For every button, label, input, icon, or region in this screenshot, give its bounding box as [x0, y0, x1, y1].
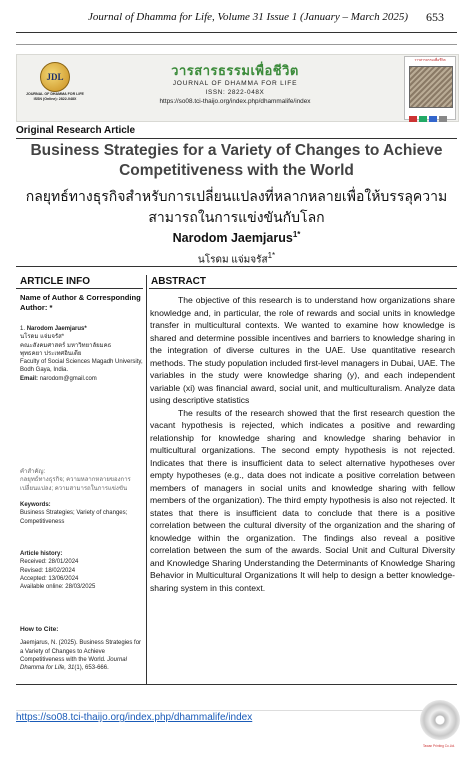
title-rule [16, 138, 457, 139]
running-header [0, 9, 475, 27]
email-label: Email: [20, 375, 39, 382]
author-name-en [16, 230, 457, 245]
name-heading: Name of Author & Corresponding Author: * [20, 293, 141, 312]
author-name-th-text: นโรดม แจ่มจรัส [197, 254, 268, 266]
column-divider [146, 275, 147, 684]
history-revised: Revised: 18/02/2024 [20, 567, 76, 574]
author-name-th [16, 251, 457, 267]
logo-caption: JOURNAL OF DHAMMA FOR LIFE ISSN (Online): 2822-048X [26, 92, 84, 101]
journal-cover-thumbnail [404, 56, 456, 120]
journal-logo [26, 62, 84, 112]
history-accepted: Accepted: 13/06/2024 [20, 575, 79, 582]
author-number: 1. [20, 326, 26, 332]
printer-disc-logo [420, 700, 460, 740]
article-title-th: กลยุทธ์ทางธุรกิจสำหรับการเปลี่ยนแปลงที่หลากหลายเพื่อให้บรรลุความสามารถในการแข่งขันกับโลก [25, 188, 448, 225]
article-title-en: Business Strategies for a Variety of Changes to Achieve Competitiveness with the World [30, 142, 443, 179]
keywords-label: Keywords: [20, 502, 51, 508]
author-name-th-line: นโรดม แจ่มจรัส* [20, 334, 65, 341]
cite-label: How to Cite: [20, 626, 59, 633]
cover-title: วารสารธรรมเพื่อชีวิต [414, 58, 446, 62]
banner-title-thai: วารสารธรรมเพื่อชีวิต [171, 63, 299, 78]
cite-pages: (1), 653-666. [74, 665, 109, 672]
article-info-heading: ARTICLE INFO [20, 276, 90, 287]
author-name: Narodom Jaemjarus* [26, 326, 87, 332]
info-box-bottom-rule [16, 684, 457, 685]
article-history [20, 550, 144, 591]
article-info-header-rule [16, 288, 143, 289]
banner-issn: ISSN: 2822-048X [205, 89, 265, 96]
keywords-block [20, 501, 144, 526]
author-en-mark: 1* [292, 230, 301, 239]
affiliation-th-2: พุทธคยา ประเทศอินเดีย [20, 350, 82, 357]
header-rule-secondary [16, 44, 457, 45]
info-box-top-rule [16, 266, 457, 267]
logo-emblem: JDL [40, 62, 70, 92]
cite-volume: 31 [67, 665, 75, 672]
author-block [20, 325, 144, 383]
email-line [20, 375, 144, 383]
abstract-header-rule [149, 288, 457, 289]
cover-image [409, 66, 453, 108]
banner-subtitle: JOURNAL OF DHAMMA FOR LIFE [172, 80, 298, 87]
cite-text: Jaemjarus, N. (2025). Business Strategies for a Variety of Changes to Achieve Competitiveness with the World. [20, 640, 142, 663]
history-available: Available online: 28/03/2025 [20, 584, 96, 591]
citation [20, 639, 144, 672]
history-received: Received: 28/01/2024 [20, 559, 79, 566]
abstract-heading: ABSTRACT [151, 276, 206, 287]
history-label: Article history: [20, 551, 63, 557]
keywords-th: กลยุทธ์ทางธุรกิจ; ความหลากหลายของการเปลี่ยนแปลง; ความสามารถในการแข่งขัน [20, 477, 131, 492]
how-to-cite [20, 626, 144, 672]
keywords: Business Strategies; Variety of changes; Competitiveness [20, 510, 128, 525]
cover-badges [409, 109, 451, 116]
footer-journal-link[interactable]: https://so08.tci-thaijo.org/index.php/dhammalife/index [16, 712, 253, 723]
printer-caption: Tawan Printing Co.Ltd. [422, 744, 456, 748]
abstract-paragraph-2: The results of the research showed that the first research question the vacant hypothesis is rejected, which indicates a positive and rewarding relationship for knowledge sharing and knowledge sharing behavior in multicultural organizations. The second empty hypothesis is not rejected. Indicates that there is insufficient data to select alternative hypotheses over empty hypotheses (e.g., data does not indicate a positive correlation between members of managers in social units and knowledge sharing with fellow members of the organization). The third empty hypothesis is also not rejected. It states that there is insufficient data to conclude that there is a positive correlation between the cultural diversity of the organization and the sharing of knowledge within the organization. The findings also reveal a positive correlation between the sum of the awards. Social Unit and Cultural Diversity and Knowledge Sharing Understanding the Determinants of Knowledge Sharing Behavior in Multicultural Organizations It will help to design a better knowledge-sharing system in this context. [150, 407, 455, 593]
journal-running-title: Journal of Dhamma for Life, Volume 31 Issue 1 (January – March 2025) [88, 11, 409, 23]
page-number: 653 [426, 10, 444, 24]
author-th-mark: 1* [267, 251, 276, 260]
cite-journal: Journal Dhamma for Life, [20, 656, 127, 672]
article-type: Original Research Article [16, 125, 136, 136]
affiliation-th-1: คณะสังคมศาสตร์ มหาวิทยาลัยมคธ [20, 342, 112, 349]
author-name-en-text: Narodom Jaemjarus [172, 231, 293, 246]
header-rule [16, 32, 457, 33]
abstract-body [150, 294, 455, 594]
author-name-line [20, 325, 144, 333]
email-address[interactable]: narodom@gmail.com [39, 375, 97, 382]
keywords-th-block [20, 468, 144, 493]
footer-rule [16, 710, 456, 711]
affiliation-en: Faculty of Social Sciences Magadh University, Bodh Gaya, India. [20, 359, 143, 374]
banner-url[interactable]: https://so08.tci-thaijo.org/index.php/dhammalife/index [159, 98, 311, 105]
keywords-th-label: คำสำคัญ: [20, 469, 46, 475]
abstract-paragraph-1: The objective of this research is to understand how organizations share knowledge and, in particular, the role of rewards and social units in knowledge transfer in multicultural contexts. We wanted to examine how knowledge is shared and determine possible incentives and barriers to knowledge sharing in the integration of diverse cultures in the UAE. Use quantitative research methods. The study population included first-level managers in Dubai, UAE. The variables in the study were knowledge sharing (y), and each independent variable (xi) was financial award, social unit, and multiculturalism. Analyze data using descriptive statistics [150, 295, 455, 405]
